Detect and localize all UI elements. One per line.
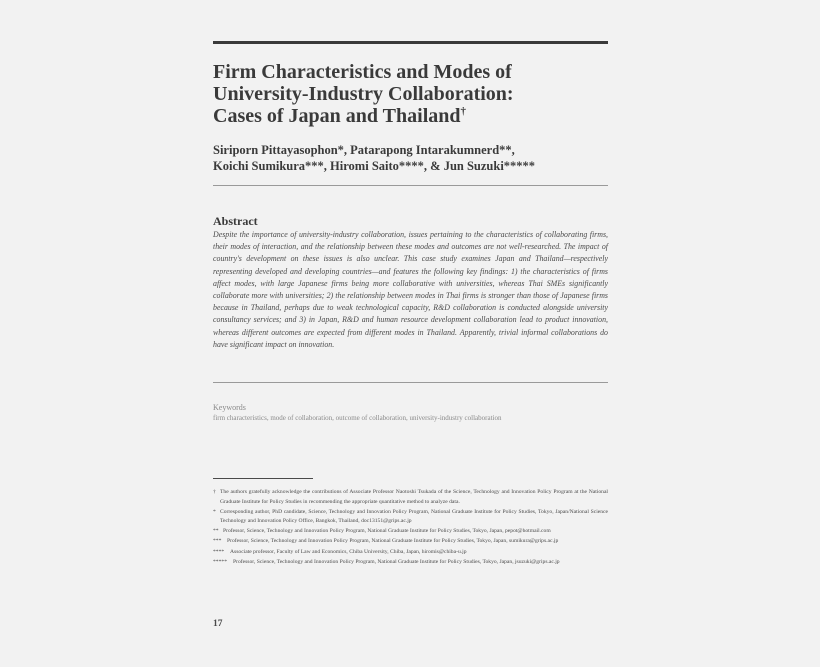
- title-line-1: Firm Characteristics and Modes of: [213, 61, 512, 83]
- authors-divider: [213, 185, 608, 186]
- footnote-item: [213, 527, 608, 537]
- keywords-list: firm characteristics, mode of collaboration, outcome of collaboration, university-industry collaboration: [213, 414, 502, 422]
- footnote-item: [213, 508, 608, 527]
- footnote-mark: *****: [213, 558, 227, 565]
- footnote-item: [213, 548, 608, 558]
- footnote-mark: †: [213, 489, 216, 495]
- footnote-mark: ***: [213, 538, 222, 545]
- footnote-item: [213, 488, 608, 507]
- footnote-mark: **: [213, 528, 219, 535]
- title-line-2: University-Industry Collaboration:: [213, 83, 514, 105]
- abstract-body: Despite the importance of university-industry collaboration, issues pertaining to the characteristics of collaborating firms, their modes of interaction, and the relationship between these modes and outcomes are not well-researched. The impact of country's development on these issues is also unclear. This case study examines Japan and Thailand—respectively representing developed and developing countries—and features the following key findings: 1) the characteristics of firms affect modes, with large Japanese firms being more collaborative with universities, whereas Thai SMEs significantly collaborate more with universities; 2) the relationship between modes in Thai firms is stronger than those of Japanese firms because in Thailand, perhaps due to weak technological capacity, R&D collaboration is conducted alongside university consultancy services; and 3) in Japan, R&D and human resource development collaboration lead to product innovation, whereas different outcomes are expected from different modes in Thailand. Apparently, trivial informal collaborations do have significant impact on innovation.: [213, 230, 608, 349]
- footnote-text: The authors gratefully acknowledge the contributions of Associate Professor Naotoshi Tsukada of the Science, Technology and Innovation Policy Program at the National Graduate Institute for Policy Studies in recommending the appropriate quantitative method to analyze data.: [220, 489, 608, 505]
- top-rule: [213, 41, 608, 44]
- author-list: [213, 142, 608, 174]
- authors-line-1: Siriporn Pittayasophon*, Patarapong Intarakumnerd**,: [213, 143, 515, 157]
- paper-title: [213, 61, 608, 127]
- footnote-mark: *: [213, 508, 216, 515]
- footnote-rule: [213, 478, 313, 479]
- footnote-text: Professor, Science, Technology and Innovation Policy Program, National Graduate Institute for Policy Studies, Tokyo, Japan, jsuzuki@grips.ac.jp: [233, 558, 560, 565]
- footnote-item: [213, 558, 608, 568]
- abstract-heading: Abstract: [213, 214, 258, 228]
- page-number: 17: [213, 619, 223, 629]
- footnote-mark: ****: [213, 548, 225, 555]
- footnote-text: Professor, Science, Technology and Innovation Policy Program, National Graduate Institute for Policy Studies, Tokyo, Japan, pepot@hotmail.com: [223, 528, 551, 535]
- abstract-divider: [213, 382, 608, 383]
- title-dagger: †: [460, 105, 466, 118]
- footnote-text: Professor, Science, Technology and Innovation Policy Program, National Graduate Institute for Policy Studies, Tokyo, Japan, sumikura@grips.ac.jp: [227, 538, 559, 545]
- footnote-list: [213, 488, 608, 568]
- footnote-text: Corresponding author, PhD candidate, Science, Technology and Innovation Policy Program, National Graduate Institute for Policy Studies, Tokyo, Japan/National Science Technology and Innovation Policy Office, Bangkok, Thailand, doc13151@grips.ac.jp: [220, 508, 608, 525]
- title-line-3: Cases of Japan and Thailand: [213, 105, 461, 127]
- footnote-text: Associate professor, Faculty of Law and Economics, Chiba University, Chiba, Japan, hiromis@chiba-u.jp: [230, 548, 467, 555]
- authors-line-2: Koichi Sumikura***, Hiromi Saito****, & Jun Suzuki*****: [213, 159, 536, 173]
- keywords-heading: Keywords: [213, 403, 246, 412]
- footnote-item: [213, 537, 608, 547]
